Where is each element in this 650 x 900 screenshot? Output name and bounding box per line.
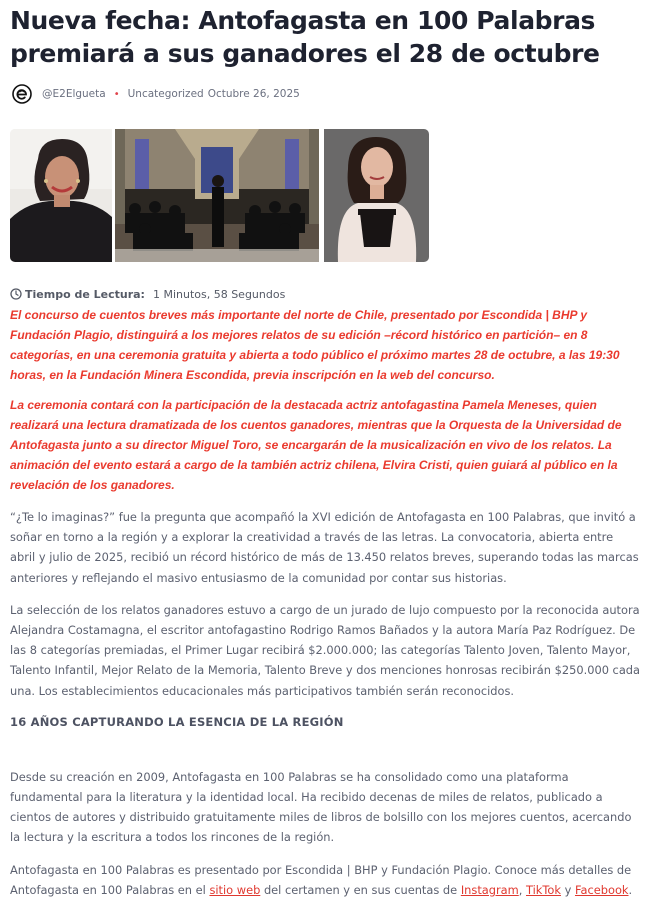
instagram-link[interactable]: Instagram [460, 882, 519, 897]
closing-paragraph [10, 860, 640, 900]
site-logo-icon[interactable] [12, 84, 32, 104]
body-paragraph-1: “¿Te lo imaginas?” fue la pregunta que acompañó la XVI edición de Antofagasta en 100 Palabras, que invitó a soñar en torno a la región y a explorar la creatividad a través de las letras. La convocatoria, abierta entre abril y julio de 2025, recibió un récord histórico de más de 13.450 relatos breves, superando todas las marcas anteriores y reflejando el masivo entusiasmo de la comunidad por contar sus historias. [10, 510, 639, 585]
gallery-image-3[interactable] [324, 129, 429, 262]
closing-period: . [628, 882, 633, 897]
article-meta [10, 82, 640, 106]
lead-paragraph-2: La ceremonia contará con la participación de la destacada actriz antofagastina Pamela Meneses, quien realizará una lectura dramatizada de los cuentos ganadores, mientras que la Orquesta de la Universidad de Antofagasta junto a su director Miguel Toro, se encargarán de la musicalización en vivo de los relatos. La animación del evento estará a cargo de la también actriz chilena, Elvira Cristi, quien guiará al público en la revelación de los ganadores. [10, 398, 622, 492]
section-heading: 16 AÑOS CAPTURANDO LA ESENCIA DE LA REGIÓN [10, 714, 344, 729]
reading-time-label: Tiempo de Lectura: [25, 287, 145, 301]
author-link[interactable]: @E2Elgueta [42, 88, 106, 100]
meta-separator: • [113, 88, 120, 100]
section-paragraph: Desde su creación en 2009, Antofagasta en 100 Palabras se ha consolidado como una plataforma fundamental para la literatura y la identidad local. Ha recibido decenas de miles de relatos, publicado a cientos de autores y distribuido gratuitamente miles de libros de bolsillo con los mejores cuentos, acercando la lectura y la escritura a todos los rincones de la región. [10, 769, 632, 845]
gallery-image-2[interactable] [115, 129, 319, 262]
closing-text-before: Antofagasta en 100 Palabras es presentado por Escondida | BHP y Fundación Plagio. Conoce más detalles de Antofagasta en 100 Palabras en el [10, 862, 632, 897]
category-link[interactable]: Uncategorized [127, 88, 204, 100]
closing-comma: , [518, 882, 523, 897]
tiktok-link[interactable]: TikTok [526, 882, 561, 897]
image-gallery [10, 129, 640, 262]
gallery-image-1[interactable] [10, 129, 112, 262]
lead-paragraph-1: El concurso de cuentos breves más importante del norte de Chile, presentado por Escondida | BHP y Fundación Plagio, distinguirá a los mejores relatos de su edición –récord histórico en partición– en 8 categorías, en una ceremonia gratuita y abierta a todo público el próximo martes 28 de octubre, a las 19:30 horas, en la Fundación Minera Escondida, previa inscripción en la web del concurso. [10, 308, 620, 382]
body-paragraph-2: La selección de los relatos ganadores estuvo a cargo de un jurado de lujo compuesto por la reconocida autora Alejandra Costamagna, el escritor antofagastino Rodrigo Ramos Bañados y la autora María Paz Rodríguez. De las 8 categorías premiadas, el Primer Lugar recibirá $2.000.000; las categorías Talento Joven, Talento Mayor, Talento Infantil, Mejor Relato de la Memoria, Talento Breve y dos menciones honrosas recibirán $250.000 cada una. Los establecimientos educacionales más participativos también serán reconocidos. [10, 602, 641, 698]
facebook-link[interactable]: Facebook [574, 882, 629, 897]
reading-time-value: 1 Minutos, 58 Segundos [152, 287, 286, 301]
article-title: Nueva fecha: Antofagasta en 100 Palabras premiará a sus ganadores el 28 de octubre [10, 6, 600, 68]
section-spacer [10, 729, 640, 755]
closing-and: y [564, 882, 572, 897]
clock-icon [10, 288, 22, 300]
publish-date: Octubre 26, 2025 [207, 88, 300, 100]
closing-text-mid: del certamen y en sus cuentas de [263, 882, 458, 897]
site-web-link[interactable]: sitio web [209, 882, 261, 897]
reading-time [10, 286, 640, 302]
